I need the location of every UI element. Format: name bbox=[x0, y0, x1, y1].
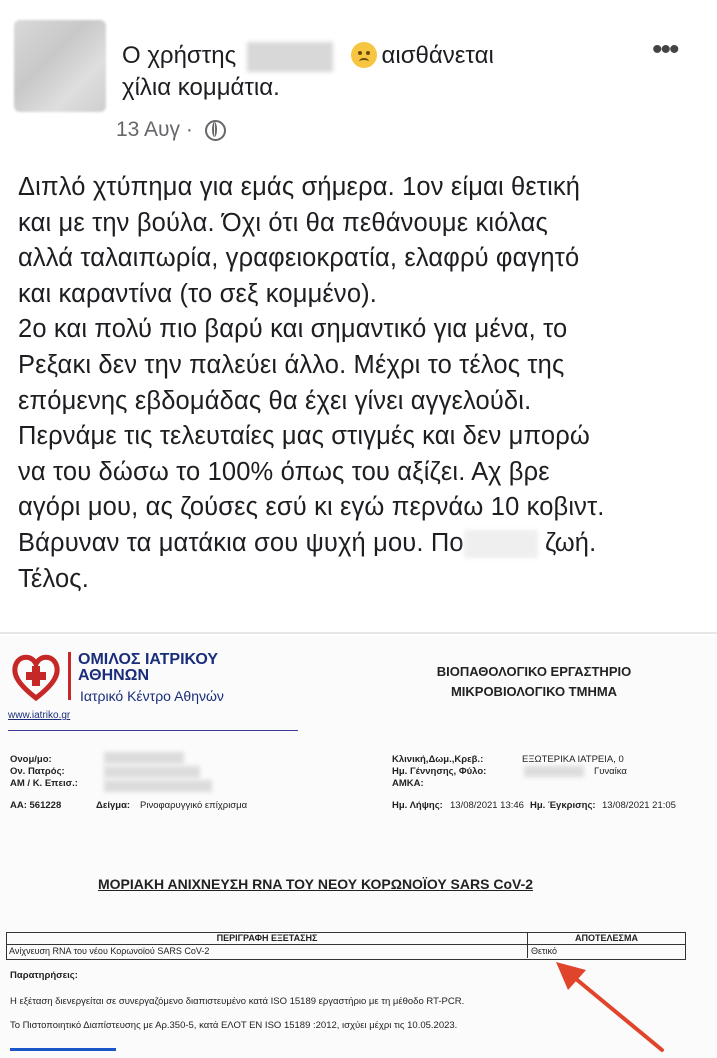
table-cell-description: Ανίχνευση RNA του νέου Κορωνοϊού SARS CoV-2 bbox=[9, 945, 528, 958]
post-date[interactable]: 13 Αυγ bbox=[116, 118, 181, 141]
approved-value: 13/08/2021 21:05 bbox=[602, 800, 676, 811]
label-aa: ΑΑ: 561228 bbox=[10, 800, 62, 811]
label-received: Ημ. Λήψης: bbox=[392, 800, 443, 811]
label-am: ΑΜ / Κ. Επεισ.: bbox=[10, 778, 78, 789]
post-line bbox=[18, 526, 708, 562]
post-line: και με την βούλα. Όχι ότι θα πεθάνουμε κιόλας bbox=[18, 208, 548, 237]
post-body bbox=[18, 170, 708, 597]
feeling-text: αισθάνεται bbox=[381, 42, 494, 69]
notes-label: Παρατηρήσεις: bbox=[10, 970, 78, 981]
post-line: Περνάμε τις τελευταίες μας στιγμές και δεν μπορώ bbox=[18, 422, 590, 451]
more-options-icon[interactable]: ••• bbox=[652, 33, 678, 66]
clinic-value: ΕΞΩΤΕΡΙΚΑ ΙΑΤΡΕΙΑ, 0 bbox=[522, 754, 624, 765]
org-url: www.iatriko.gr bbox=[8, 710, 71, 721]
note-underline bbox=[10, 1048, 116, 1051]
post-header bbox=[0, 0, 717, 160]
red-arrow-icon bbox=[540, 956, 670, 1056]
redacted-birth bbox=[524, 766, 584, 777]
label-name: Ονομ/μο: bbox=[10, 754, 52, 765]
divider bbox=[0, 632, 717, 634]
feeling-text-line2: χίλια κομμάτια. bbox=[122, 74, 280, 101]
post-line-start: Βάρυναν τα ματάκια σου ψυχή μου. Πο bbox=[18, 528, 464, 557]
lab-report-image[interactable] bbox=[0, 636, 717, 1058]
post-line: 2ο και πολύ πιο βαρύ και σημαντικό για μένα, το bbox=[18, 315, 568, 344]
label-sample: Δείγμα: bbox=[96, 800, 131, 811]
note-line: Το Πιστοποιητικό Διαπίστευσης με Αρ.350-5, κατά ΕΛΟΤ ΕΝ ISO 15189 :2012, ισχύει μέχρι τις 10.05.2023. bbox=[10, 1020, 458, 1031]
org-name bbox=[78, 652, 218, 684]
author-prefix: Ο χρήστης bbox=[122, 42, 237, 69]
sad-face-icon bbox=[351, 42, 377, 68]
note-line: Η εξέταση διενεργείται σε συνεργαζόμενο διαπιστευμένο κατά ISO 15189 εργαστήριο με τη μέθοδο RT-PCR. bbox=[10, 996, 465, 1007]
label-clinic: Κλινική,Δωμ.,Κρεβ.: bbox=[392, 754, 484, 765]
dept-line2: ΜΙΚΡΟΒΙΟΛΟΓΙΚΟ ΤΜΗΜΑ bbox=[450, 684, 618, 699]
logo-bar bbox=[68, 652, 71, 700]
redacted-name bbox=[104, 752, 184, 764]
post-line: αλλά ταλαιπωρία, γραφειοκρατία, ελαφρύ φαγητό bbox=[18, 244, 580, 273]
redacted-father bbox=[104, 766, 200, 778]
table-cell-result: Θετικό bbox=[531, 946, 557, 956]
post-line-end: ζωή. bbox=[545, 528, 597, 557]
dept-line1: ΒΙΟΠΑΘΟΛΟΓΙΚΟ ΕΡΓΑΣΤΗΡΙΟ bbox=[436, 664, 632, 679]
label-birth: Ημ. Γέννησης, Φύλο: bbox=[392, 766, 487, 777]
org-name-line1: ΟΜΙΛΟΣ ΙΑΤΡΙΚΟΥ bbox=[78, 651, 219, 668]
label-father: Ον. Πατρός: bbox=[10, 766, 65, 777]
post-line: και καραντίνα (το σεξ κομμένο). bbox=[18, 279, 378, 308]
redaction bbox=[464, 530, 538, 558]
meta-separator: · bbox=[185, 118, 193, 141]
col-header-result: ΑΠΟΤΕΛΕΣΜΑ bbox=[528, 933, 685, 945]
sample-value: Ρινοφαρυγγικό επίχρισμα bbox=[140, 800, 248, 811]
sex-value: Γυναίκα bbox=[594, 766, 627, 777]
test-title: ΜΟΡΙΑΚΗ ΑΝΙΧΝΕΥΣΗ RNA ΤΟΥ ΝΕΟΥ ΚΟΡΩΝΟΪΟΥ SARS CoV-2 bbox=[98, 876, 534, 892]
label-amka: ΑΜΚΑ: bbox=[392, 778, 424, 789]
redacted-am bbox=[104, 780, 212, 792]
heart-cross-logo-icon bbox=[10, 650, 62, 702]
avatar[interactable] bbox=[14, 20, 106, 112]
col-header-description: ΠΕΡΙΓΡΑΦΗ ΕΞΕΤΑΣΗΣ bbox=[7, 933, 528, 945]
post-line: αγόρι μου, ας ζούσες εσύ κι εγώ περνάω 10 κοβιντ. bbox=[18, 493, 605, 522]
post-line: Ρεξακι δεν την παλεύει άλλο. Μέχρι το τέλος της bbox=[18, 350, 565, 379]
received-value: 13/08/2021 13:46 bbox=[450, 800, 524, 811]
org-name-line2: ΑΘΗΝΩΝ bbox=[78, 667, 150, 684]
post-meta bbox=[116, 118, 226, 142]
post-line: Τέλος. bbox=[18, 564, 89, 593]
post-line: επόμενης εβδομάδας θα έχει γίνει αγγελούδι. bbox=[18, 386, 532, 415]
org-subtitle: Ιατρικό Κέντρο Αθηνών bbox=[80, 688, 224, 704]
org-address-line bbox=[8, 724, 298, 731]
blurred-username[interactable] bbox=[247, 42, 333, 72]
label-approved: Ημ. Έγκρισης: bbox=[530, 800, 596, 811]
department-title bbox=[384, 662, 684, 702]
post-line: Διπλό χτύπημα για εμάς σήμερα. 1ον είμαι θετική bbox=[18, 173, 581, 201]
post-author-line bbox=[122, 40, 642, 104]
globe-icon[interactable] bbox=[205, 120, 226, 141]
post-line: να του δώσω το 100% όπως του αξίζει. Αχ βρε bbox=[18, 457, 550, 486]
